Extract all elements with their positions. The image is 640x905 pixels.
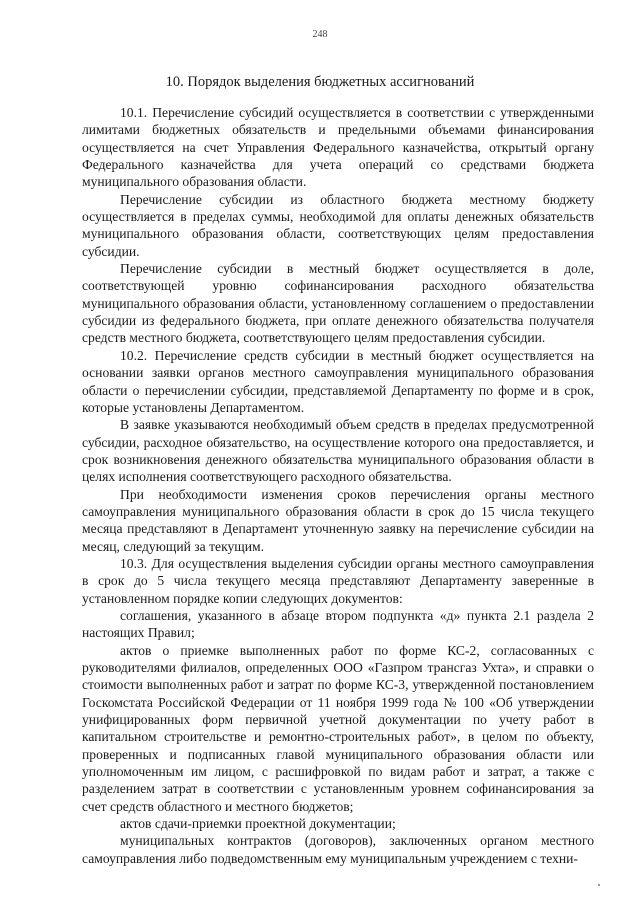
paragraph-10-1: 10.1. Перечисление субсидий осуществляется в соответствии с утвержденными лимитами бюджетных обязательств и предельными объемами финансирования осуществляется на счет Управления Федерального казначейства, открытый органу Федерального казначейства для учета операций со средствами бюджета муниципального образования области. <box>82 105 594 190</box>
paragraph-subsidy-share: Перечисление субсидии в местный бюджет осуществляется в доле, соответствующей уровню софинансирования расходного обязательства муниципального образования области, установленному соглашением о предоставлении субсидии из федерального бюджета, при оплате денежного обязательства получателя средств местного бюджета, соответствующего целям предоставления субсидии. <box>82 261 594 346</box>
paragraph-10-2: 10.2. Перечисление средств субсидии в местный бюджет осуществляется на основании заявки органов местного самоуправления муниципального образования области о перечислении субсидии, представляемой Департаменту по форме и в срок, которые установлены Департаментом. <box>82 347 594 415</box>
paragraph-10-3: 10.3. Для осуществления выделения субсидии органы местного самоуправления в срок до 5 числа текущего месяца представляют Департаменту заверенные в установленном порядке копии следующих документов: <box>82 555 594 606</box>
paragraph-request-contents: В заявке указываются необходимый объем средств в пределах предусмотренной субсидии, расходное обязательство, на осуществление которого она предоставляется, и срок возникновения денежного обязательства муниципального образования области в целях исполнения соответствующего расходного обязательства. <box>82 417 594 485</box>
scan-speck <box>598 884 600 886</box>
paragraph-agreement: соглашения, указанного в абзаце втором подпункта «д» пункта 2.1 раздела 2 настоящих Правил; <box>82 607 594 641</box>
body-text <box>82 104 594 867</box>
paragraph-design-acts: актов сдачи-приемки проектной документации; <box>120 816 396 832</box>
paragraph-deadline-change: При необходимости изменения сроков перечисления органы местного самоуправления муниципального образования области в срок до 15 числа текущего месяца представляют в Департамент уточненную заявку на перечисление субсидии на месяц, следующий за текущим. <box>82 486 594 554</box>
section-title: 10. Порядок выделения бюджетных ассигнований <box>165 74 475 90</box>
paragraph-acts-ks2: актов о приемке выполненных работ по форме КС-2, согласованных с руководителями филиалов, определенных ООО «Газпром трансгаз Ухта», и справки о стоимости выполненных работ и затрат по форме КС-3, утвержденной постановлением Госкомстата Российской Федерации от 11 ноября 1999 года № 100 «Об утверждении унифицированных форм первичной учетной документации по учету работ в капитальном строительстве и ремонтно-строительных работ», в целом по объекту, проверенных и подписанных главой муниципального образования области или уполномоченным им лицом, с расшифровкой по видам работ и затрат, а также с разделением затрат в соответствии с установленным уровнем софинансирования за счет средств областного и местного бюджетов; <box>82 642 594 814</box>
paragraph-municipal-contracts: муниципальных контрактов (договоров), заключенных органом местного самоуправления либо подведомственным ему муниципальным учреждением с техни- <box>82 833 594 866</box>
paragraph-subsidy-limits: Перечисление субсидии из областного бюджета местному бюджету осуществляется в пределах суммы, необходимой для оплаты денежных обязательств муниципального образования области, соответствующих целям предоставления субсидии. <box>82 191 594 259</box>
page-number: 248 <box>312 29 328 40</box>
